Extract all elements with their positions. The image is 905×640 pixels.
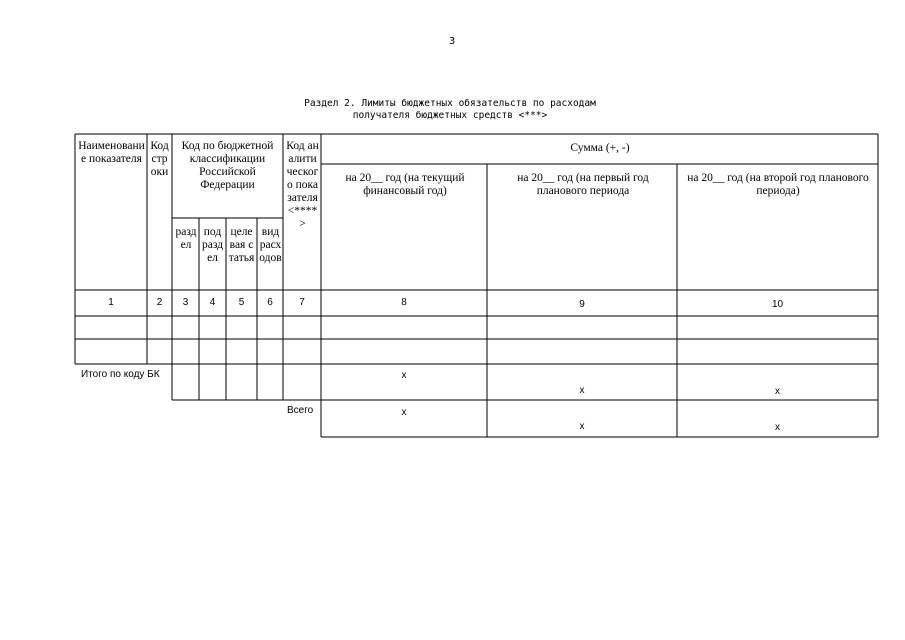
header-subsection: подраздел [201,226,224,264]
total-current-mark: x [401,407,407,418]
header-analytic-code: Код аналитического показателя <****> [286,140,319,230]
header-line-code: Код строки [150,140,169,178]
header-sum: Сумма (+, -) [570,142,630,154]
column-number-9: 9 [579,299,585,310]
total-label: Всего [287,405,314,416]
column-number-4: 4 [209,297,216,308]
header-section: раздел [175,226,197,251]
heading-line-1: Раздел 2. Лимиты бюджетных обязательств по расходам [304,98,596,109]
column-number-2: 2 [156,297,163,308]
header-name: Наименование показателя [78,140,145,165]
total-bk-plan2-mark: x [775,386,780,397]
column-number-6: 6 [267,297,273,308]
total-bk-label: Итого по коду БК [81,369,160,380]
total-plan1-mark: x [579,421,585,432]
header-year-plan2: на 20__ год (на второй год планового периода) [687,172,869,197]
header-year-current: на 20__ год (на текущий финансовый год) [345,172,465,197]
total-bk-current-mark: x [401,370,407,381]
column-number-10: 10 [771,299,784,310]
header-bk-code: Код по бюджетной классификации Российской Федерации [181,140,274,191]
page-number: 3 [448,36,456,47]
column-number-7: 7 [299,297,305,308]
heading-line-2: получателя бюджетных средств <***> [352,110,548,121]
header-year-plan1: на 20__ год (на первый год планового периода [517,172,649,197]
column-number-1: 1 [108,297,114,308]
total-plan2-mark: x [775,422,780,433]
total-bk-plan1-mark: x [579,385,585,396]
header-target-article: целевая статья [228,226,255,264]
column-number-5: 5 [238,297,245,308]
column-number-8: 8 [401,297,407,308]
column-number-3: 3 [182,297,189,308]
header-expense-type: вид расходов [259,226,282,264]
